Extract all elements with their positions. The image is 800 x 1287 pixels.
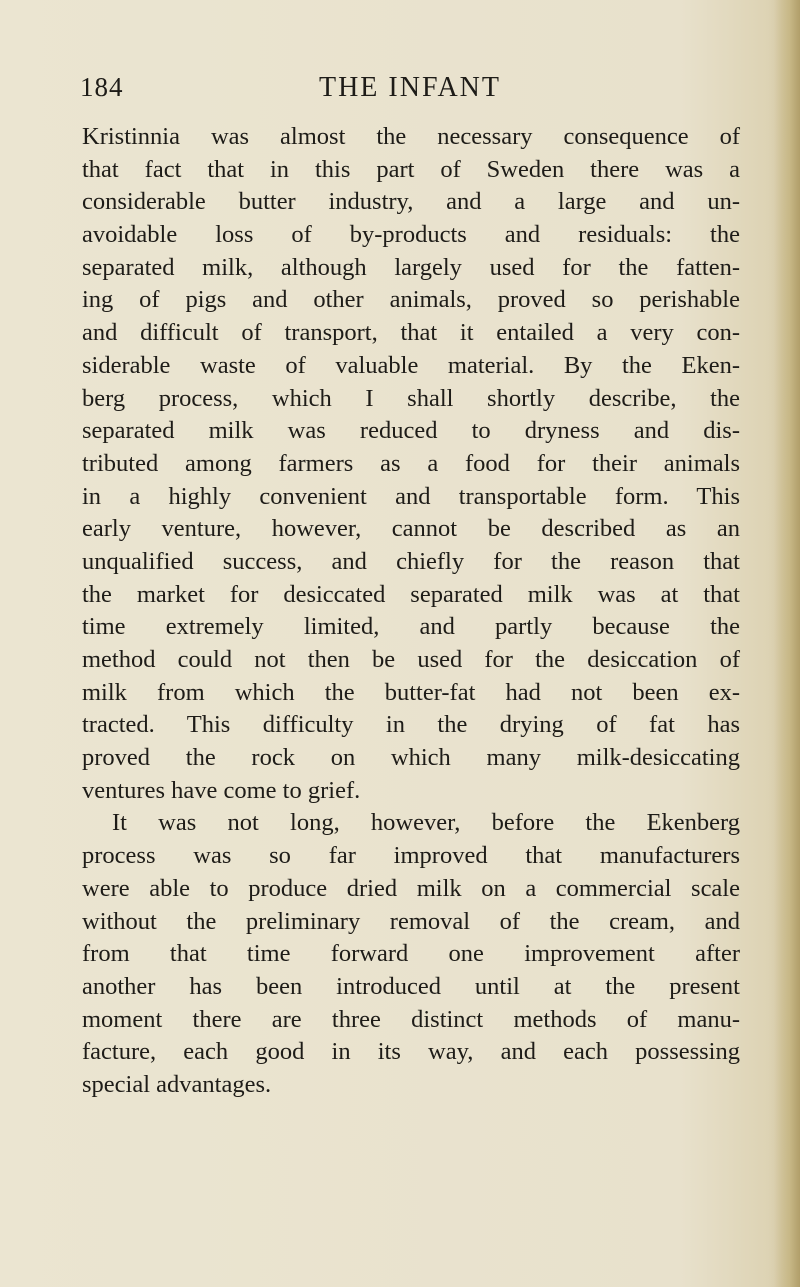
text-line: milk from which the butter-fat had not been ex- bbox=[82, 678, 740, 706]
text-line: and difficult of transport, that it entailed a very con- bbox=[82, 319, 740, 347]
text-line: facture, each good in its way, and each possessing bbox=[82, 1038, 740, 1066]
text-line: ventures have come to grief. bbox=[82, 776, 361, 804]
text-line: early venture, however, cannot be described as an bbox=[82, 515, 740, 543]
text-line: process was so far improved that manufacturers bbox=[82, 842, 740, 870]
page-header bbox=[80, 72, 740, 116]
text-line: time extremely limited, and partly because the bbox=[82, 613, 740, 641]
text-line: from that time forward one improvement after bbox=[82, 940, 740, 968]
text-line: the market for desiccated separated milk was at that bbox=[82, 580, 740, 608]
text-line: were able to produce dried milk on a commercial scale bbox=[82, 874, 740, 902]
text-line: special advantages. bbox=[82, 1070, 272, 1098]
text-line: that fact that in this part of Sweden there was a bbox=[82, 155, 740, 183]
text-line: unqualified success, and chiefly for the reason that bbox=[82, 547, 740, 575]
text-line: method could not then be used for the desiccation of bbox=[82, 646, 740, 673]
text-line: separated milk, although largely used for the fatten- bbox=[82, 253, 740, 281]
text-line: without the preliminary removal of the cream, and bbox=[82, 907, 740, 935]
text-line: Kristinnia was almost the necessary consequence of bbox=[82, 123, 740, 150]
page-number: 184 bbox=[80, 72, 124, 102]
text-line: ing of pigs and other animals, proved so perishable bbox=[82, 286, 740, 314]
text-line: siderable waste of valuable material. By the Eken- bbox=[82, 351, 740, 379]
text-line: another has been introduced until at the present bbox=[82, 972, 740, 1000]
text-line: It was not long, however, before the Ekenberg bbox=[112, 809, 740, 837]
text-line: considerable butter industry, and a large and un- bbox=[82, 188, 740, 216]
paragraph-1 bbox=[82, 121, 740, 807]
body-text bbox=[82, 121, 740, 1102]
text-line: berg process, which I shall shortly describe, the bbox=[82, 384, 740, 412]
page-edge-shadow bbox=[774, 0, 800, 1287]
text-line: separated milk was reduced to dryness and dis- bbox=[82, 417, 740, 445]
text-line: in a highly convenient and transportable form. This bbox=[82, 482, 740, 510]
text-line: tracted. This difficulty in the drying of fat has bbox=[82, 711, 740, 739]
text-line: moment there are three distinct methods of manu- bbox=[82, 1005, 740, 1033]
paragraph-2 bbox=[82, 807, 740, 1101]
text-line: tributed among farmers as a food for their animals bbox=[82, 449, 740, 477]
running-head: THE INFANT bbox=[318, 72, 501, 103]
text-line: proved the rock on which many milk-desiccating bbox=[82, 744, 740, 772]
text-line: avoidable loss of by-products and residuals: the bbox=[82, 221, 740, 249]
